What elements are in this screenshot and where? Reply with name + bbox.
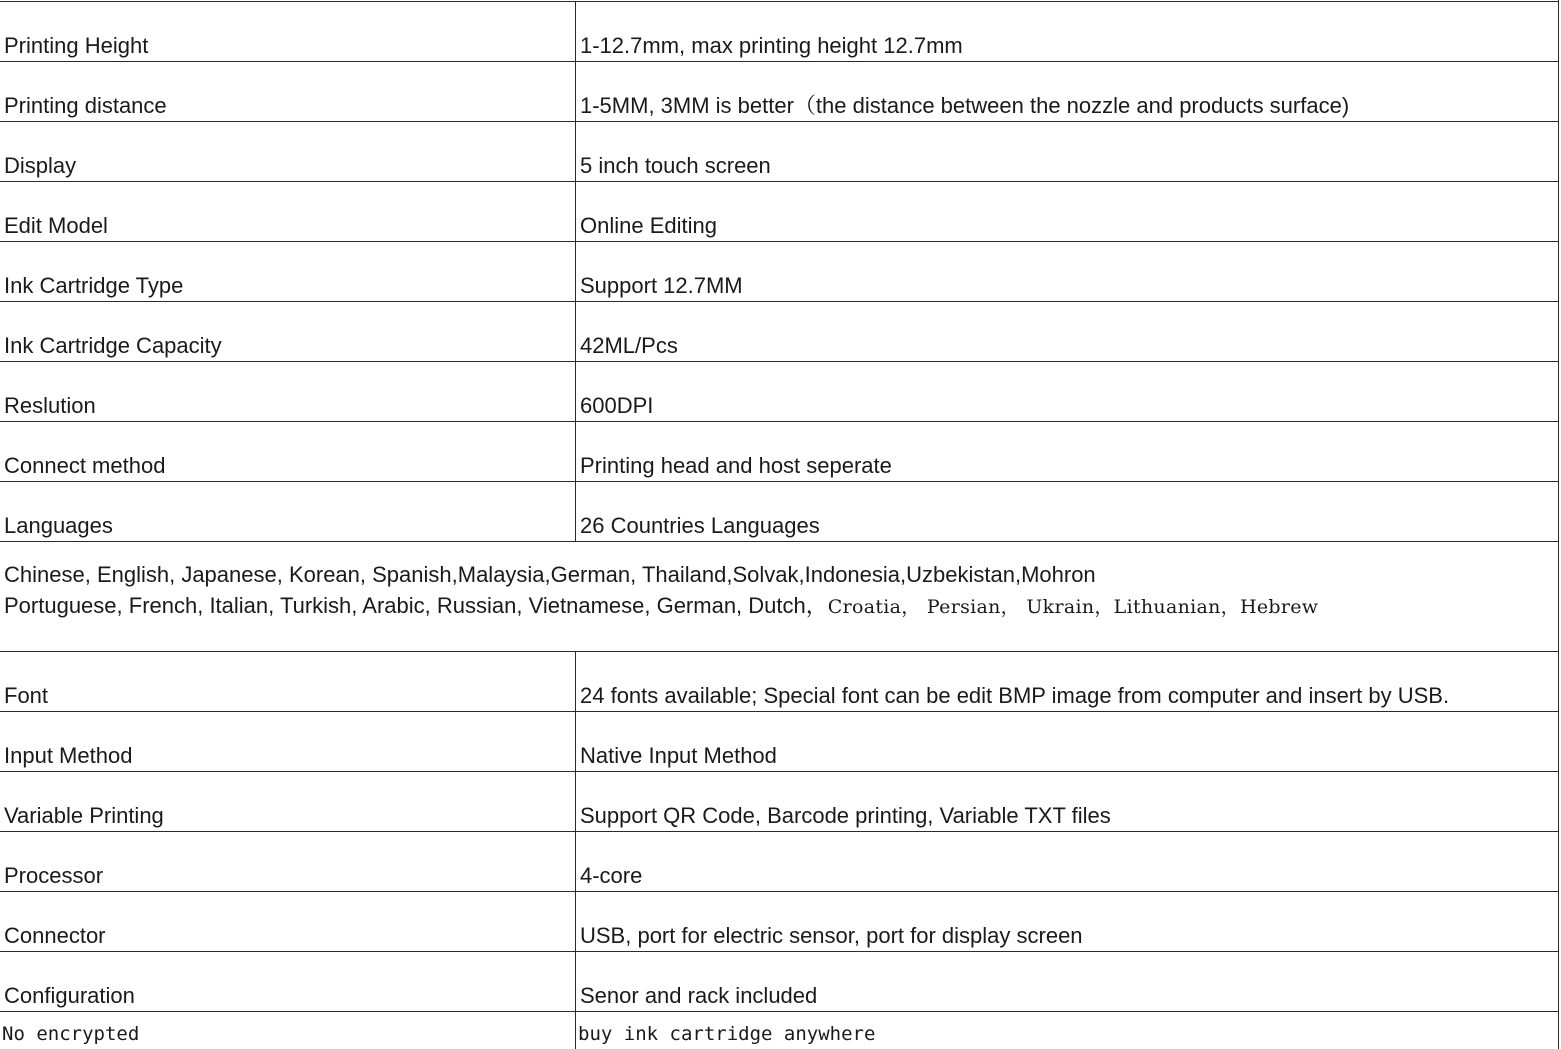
spec-label-connector: Connector <box>4 923 106 948</box>
row-divider <box>0 241 1558 242</box>
table-right-edge <box>1558 0 1559 1049</box>
spec-value-configuration: Senor and rack included <box>580 983 818 1008</box>
spec-label-font: Font <box>4 683 49 708</box>
row-divider <box>0 771 1558 772</box>
row-divider <box>0 301 1558 302</box>
spec-label-display: Display <box>4 153 77 178</box>
spec-value-variable-printing: Support QR Code, Barcode printing, Variable TXT files <box>580 803 1111 828</box>
row-divider <box>0 421 1558 422</box>
column-divider <box>575 651 576 1049</box>
spec-value-font: 24 fonts available; Special font can be edit BMP image from computer and insert by USB. <box>580 683 1450 708</box>
row-divider <box>0 61 1558 62</box>
spec-value-resolution: 600DPI <box>580 393 654 418</box>
row-divider <box>0 1011 1558 1012</box>
languages-list-line-2 <box>4 593 1318 620</box>
languages-list-line-1: Chinese, English, Japanese, Korean, Spanish,Malaysia,German, Thailand,Solvak,Indonesia,Uzbekistan,Mohron <box>4 562 1096 587</box>
spec-value-connect-method: Printing head and host seperate <box>580 453 892 478</box>
spec-value-processor: 4-core <box>580 863 643 888</box>
column-divider <box>575 1 576 541</box>
row-divider <box>0 181 1558 182</box>
spec-value-input-method: Native Input Method <box>580 743 777 768</box>
spec-value-printing-distance: 1-5MM, 3MM is better（the distance between the nozzle and products surface) <box>580 93 1350 118</box>
spec-label-printing-distance: Printing distance <box>4 93 167 118</box>
spec-value-ink-cartridge-type: Support 12.7MM <box>580 273 743 298</box>
row-divider <box>0 951 1558 952</box>
spec-value-ink-cartridge-capacity: 42ML/Pcs <box>580 333 678 358</box>
languages-list-line-2-sans: Portuguese, French, Italian, Turkish, Arabic, Russian, Vietnamese, German, Dutch， <box>4 593 828 618</box>
spec-label-resolution: Reslution <box>4 393 96 418</box>
spec-label-connect-method: Connect method <box>4 453 166 478</box>
spec-label-ink-cartridge-capacity: Ink Cartridge Capacity <box>4 333 222 358</box>
spec-label-configuration: Configuration <box>4 983 135 1008</box>
spec-label-no-encrypted: No encrypted <box>2 1023 140 1045</box>
spec-label-edit-model: Edit Model <box>4 213 108 238</box>
spec-label-languages: Languages <box>4 513 113 538</box>
row-divider <box>0 651 1558 652</box>
spec-value-display: 5 inch touch screen <box>580 153 771 178</box>
spec-value-printing-height: 1-12.7mm, max printing height 12.7mm <box>580 33 963 58</box>
row-divider <box>0 891 1558 892</box>
row-divider <box>0 481 1558 482</box>
spec-label-ink-cartridge-type: Ink Cartridge Type <box>4 273 184 298</box>
row-divider <box>0 1 1558 2</box>
row-divider <box>0 831 1558 832</box>
spec-label-processor: Processor <box>4 863 104 888</box>
row-divider <box>0 121 1558 122</box>
row-divider <box>0 361 1558 362</box>
spec-value-connector: USB, port for electric sensor, port for display screen <box>580 923 1083 948</box>
row-divider <box>0 711 1558 712</box>
spec-label-printing-height: Printing Height <box>4 33 149 58</box>
languages-list-line-2-serif: Croatia， Persian， Ukrain，Lithuanian，Hebrew <box>827 596 1319 618</box>
row-divider <box>0 541 1558 542</box>
spec-label-variable-printing: Variable Printing <box>4 803 164 828</box>
spec-label-input-method: Input Method <box>4 743 133 768</box>
spec-value-languages: 26 Countries Languages <box>580 513 820 538</box>
spec-value-edit-model: Online Editing <box>580 213 717 238</box>
spec-value-no-encrypted: buy ink cartridge anywhere <box>578 1023 876 1045</box>
